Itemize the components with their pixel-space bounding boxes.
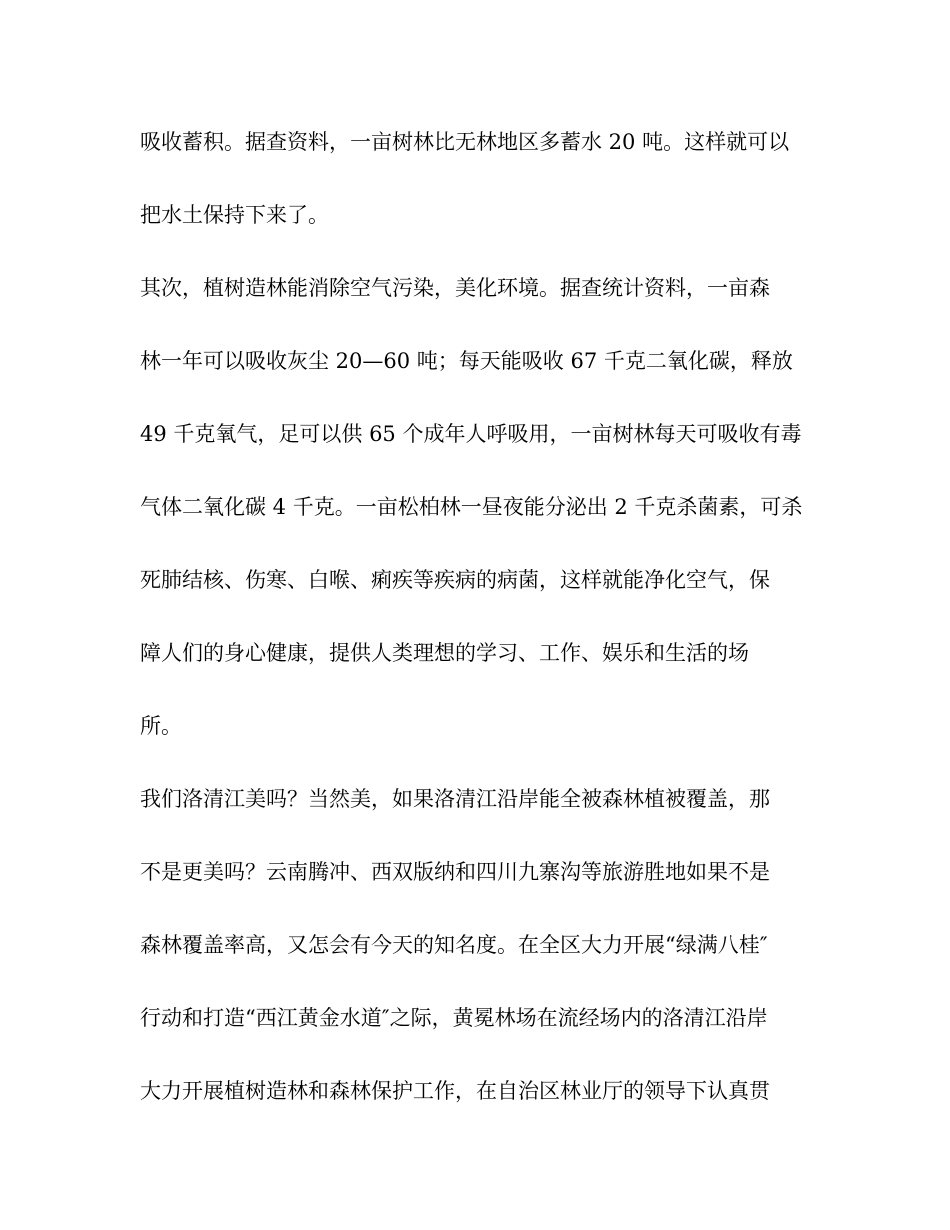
text-line-2: 把水土保持下来了。: [140, 203, 329, 227]
text-line-4: 林一年可以吸收灰尘 20—60 吨；每天能吸收 67 千克二氧化碳，释放: [140, 349, 793, 373]
text-line-9: 所。: [140, 714, 182, 738]
text-line-6: 气体二氧化碳 4 千克。一亩松柏林一昼夜能分泌出 2 千克杀菌素，可杀: [140, 495, 803, 519]
text-line-7: 死肺结核、伤寒、白喉、痢疾等疾病的病菌，这样就能净化空气，保: [140, 568, 770, 592]
text-line-13: 行动和打造“西江黄金水道″之际，黄冕林场在流经场内的洛清江沿岸: [140, 1006, 768, 1030]
text-line-1: 吸收蓄积。据查资料，一亩树林比无林地区多蓄水 20 吨。这样就可以: [140, 130, 790, 154]
text-line-10: 我们洛清江美吗？当然美，如果洛清江沿岸能全被森林植被覆盖，那: [140, 787, 770, 811]
text-line-3: 其次，植树造林能消除空气污染，美化环境。据查统计资料，一亩森: [140, 276, 770, 300]
text-line-11: 不是更美吗？云南腾冲、西双版纳和四川九寨沟等旅游胜地如果不是: [140, 860, 770, 884]
text-line-8: 障人们的身心健康，提供人类理想的学习、工作、娱乐和生活的场: [140, 641, 749, 665]
text-line-12: 森林覆盖率高，又怎会有今天的知名度。在全区大力开展“绿满八桂″: [140, 933, 768, 957]
text-line-5: 49 千克氧气，足可以供 65 个成年人呼吸用，一亩树林每天可吸收有毒: [140, 422, 802, 446]
text-line-14: 大力开展植树造林和森林保护工作，在自治区林业厅的领导下认真贯: [140, 1079, 770, 1103]
